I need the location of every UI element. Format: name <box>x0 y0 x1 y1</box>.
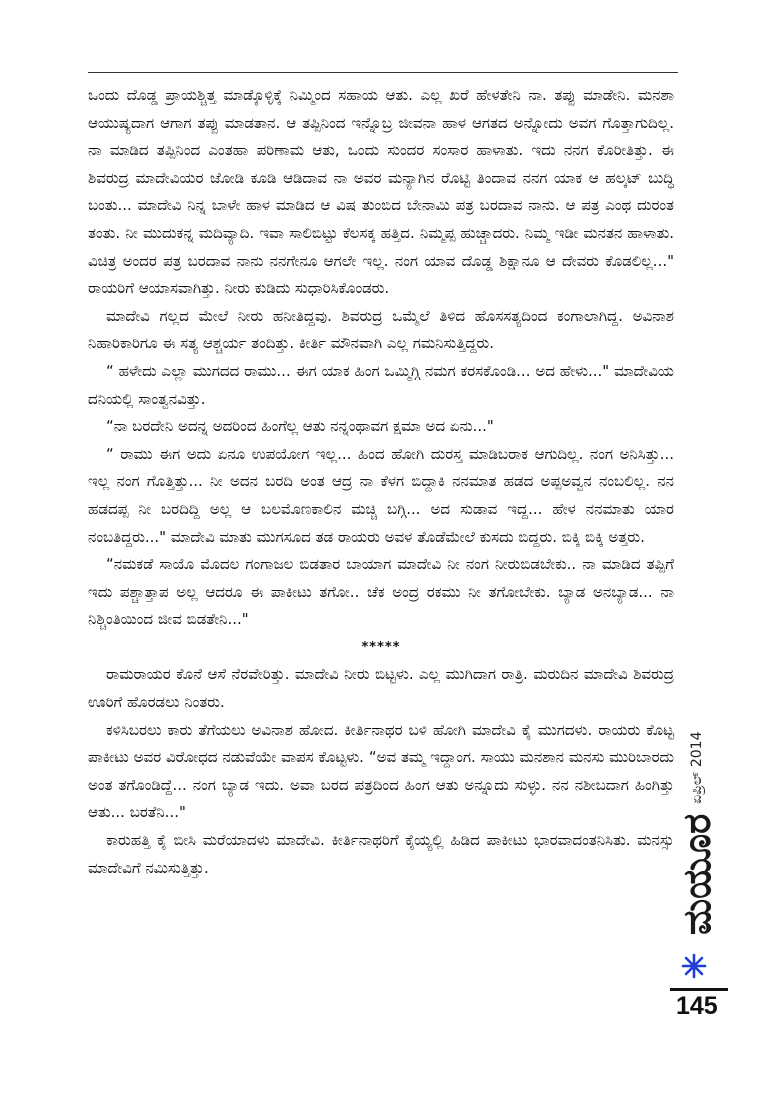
header-rule <box>88 72 678 73</box>
snowflake-icon <box>681 953 707 979</box>
magazine-side-label <box>675 635 719 935</box>
paragraph-4: “ನಾ ಬರದೇನಿ ಅದನ್ನ ಅದರಿಂದ ಹಿಂಗೆಲ್ಲ ಆತು ನನ್ನಂಥಾವಗ ಕ್ಷಮಾ ಅದ ಏನು..." <box>106 417 494 436</box>
paragraph-5: “ ರಾಮು ಈಗ ಅದು ಏನೂ ಉಪಯೋಗ ಇಲ್ಲ... ಹಿಂದ ಹೋಗಿ ದುರಸ್ತ ಮಾಡಿಬರಾಕ ಆಗುದಿಲ್ಲ. ನಂಗ ಅನಿಸಿತ್ತು... ಇಲ್ಲ ನಂಗ ಗೊತ್ತಿತ್ತು... ನೀ ಅದನ ಬರದಿ ಅಂತ ಆದ್ರ ನಾ ಕೆಳಗ ಬಿದ್ದಾಕಿ ನನಮಾತ ಹಡದ ಅಪ್ಪಅವ್ವನ ನಂಬಲಿಲ್ಲ. ನನ ಹಡದಪ್ಪ ನೀ ಬರದಿದ್ದಿ ಅಲ್ಲ ಆ ಬಲಮೊಣಕಾಲಿನ ಮಚ್ಚಿ ಬಗ್ಗಿ... ಅದ ಸುಡಾವ ಇದ್ದ... ಹೇಳ ನನಮಾತು ಯಾರ ನಂಬತಿದ್ದರು..." ಮಾದೇವಿ ಮಾತು ಮುಗಸೂದ ತಡ ರಾಯರು ಅವಳ ತೊಡೆಮೇಲೆ ಕುಸದು ಬಿದ್ದರು. ಬಿಕ್ಕಿ ಬಿಕ್ಕಿ ಅತ್ತರು. <box>88 444 674 546</box>
page-number: 145 <box>676 992 718 1020</box>
paragraph-9: ಕಾರುಹತ್ತಿ ಕೈ ಬೀಸಿ ಮರೆಯಾದಳು ಮಾದೇವಿ. ಕೀರ್ತಿನಾಥರಿಗೆ ಕೈಯ್ಯಲ್ಲಿ ಹಿಡಿದ ಪಾಕೀಟು ಭಾರವಾದಂತನಿಸಿತು. ಮನಸ್ಸು ಮಾದೇವಿಗೆ ನಮಿಸುತ್ತಿತ್ತು. <box>88 831 674 877</box>
paragraph-2: ಮಾದೇವಿ ಗಲ್ಲದ ಮೇಲೆ ನೀರು ಹನೀತಿದ್ದವು. ಶಿವರುದ್ರ ಒಮ್ಮೆಲೆ ತಿಳಿದ ಹೊಸಸತ್ಯದಿಂದ ಕಂಗಾಲಾಗಿದ್ದ. ಅವಿನಾಶ ನಿಹಾರಿಕಾರಿಗೂ ಈ ಸತ್ಯ ಆಶ್ಚರ್ಯ ತಂದಿತ್ತು. ಕೀರ್ತಿ ಮೌನವಾಗಿ ಎಲ್ಲ ಗಮನಿಸುತ್ತಿದ್ದರು. <box>88 306 674 353</box>
paragraph-3: “ ಹಳೇದು ಎಲ್ಲಾ ಮುಗದದ ರಾಮು... ಈಗ ಯಾಕ ಹಿಂಗ ಒಮ್ಮಿಗ್ಗಿ ನಮಗ ಕರಸಕೊಂಡಿ... ಅದ ಹೇಳು..." ಮಾದೇವಿಯ ದನಿಯಲ್ಲಿ ಸಾಂತ್ವನವಿತ್ತು. <box>88 361 674 408</box>
article-body <box>88 82 674 882</box>
footer-rule <box>670 988 728 991</box>
paragraph-6: “ನಮಕಡೆ ಸಾಯೊ ಮೊದಲ ಗಂಗಾಜಲ ಬಿಡತಾರ ಬಾಯಾಗ ಮಾದೇವಿ ನೀ ನಂಗ ನೀರುಬಿಡಬೇಕು.. ನಾ ಮಾಡಿದ ತಪ್ಪಿಗೆ ಇದು ಪಶ್ಚಾತ್ತಾಪ ಅಲ್ಲ ಆದರೂ ಈ ಪಾಕೀಟು ತಗೋ.. ಚೆಕ ಅಂದ್ರ ರಕಮು ನೀ ತಗೋಬೇಕು. ಬ್ಯಾಡ ಅನಬ್ಯಾಡ... ನಾ ನಿಶ್ಚಿಂತಿಯಿಂದ ಜೀವ ಬಿಡತೇನಿ..." <box>88 555 674 629</box>
paragraph-8: ಕಳಿಸಿಬರಲು ಕಾರು ತೆಗೆಯಲು ಅವಿನಾಶ ಹೋದ. ಕೀರ್ತಿನಾಥರ ಬಳಿ ಹೋಗಿ ಮಾದೇವಿ ಕೈ ಮುಗದಳು. ರಾಯರು ಕೊಟ್ಟ ಪಾಕೀಟು ಅವರ ವಿರೋಧದ ನಡುವೆಯೇ ವಾಪಸ ಕೊಟ್ಟಳು. “ಅವ ತಮ್ಮ ಇದ್ದಾಂಗ. ಸಾಯು ಮನಶಾನ ಮನಸು ಮುರಿಬಾರದು ಅಂತ ತಗೊಂಡಿದ್ದೆ... ನಂಗ ಬ್ಯಾಡ ಇದು. ಅವಾ ಬರದ ಪತ್ರದಿಂದ ಹಿಂಗ ಆತು ಅನ್ನೂದು ಸುಳ್ಳು. ನನ ನಶೀಬದಾಗ ಹಿಂಗಿತ್ತು ಆತು... ಬರತೆನಿ..." <box>88 720 674 822</box>
paragraph-7: ರಾಮರಾಯರ ಕೊನೆ ಆಸೆ ನೆರವೇರಿತ್ತು. ಮಾದೇವಿ ನೀರು ಬಿಟ್ಟಳು. ಎಲ್ಲ ಮುಗಿದಾಗ ರಾತ್ರಿ. ಮರುದಿನ ಮಾದೇವಿ ಶಿವರುದ್ರ ಊರಿಗೆ ಹೊರಡಲು ನಿಂತರು. <box>88 665 674 712</box>
magazine-name: ಮಯೂರ <box>674 813 719 935</box>
section-separator: ***** <box>361 639 401 655</box>
paragraph-1: ಒಂದು ದೊಡ್ಡ ಪ್ರಾಯಶ್ಚಿತ್ತ ಮಾಡ್ಕೊಳ್ಳಿಕ್ಕೆ ನಿಮ್ಮಿಂದ ಸಹಾಯ ಆತು. ಎಲ್ಲ ಖರೆ ಹೇಳತೇನಿ ನಾ. ತಪ್ಪು ಮಾಡೇನಿ. ಮನಶಾ ಆಯುಷ್ಯದಾಗ ಆಗಾಗ ತಪ್ಪು ಮಾಡತಾನ. ಆ ತಪ್ಪಿನಿಂದ ಇನ್ನೊಬ್ರ ಜೀವನಾ ಹಾಳ ಆಗತದ ಅನ್ನೋದು ಅವಗ ಗೊತ್ತಾಗುದಿಲ್ಲ. ನಾ ಮಾಡಿದ ತಪ್ಪಿನಿಂದ ಎಂತಹಾ ಪರಿಣಾಮ ಆತು, ಒಂದು ಸುಂದರ ಸಂಸಾರ ಹಾಳಾತು. ಇದು ನನಗ ಕೊರೀತಿತ್ತು. ಈ ಶಿವರುದ್ರ ಮಾದೇವಿಯರ ಜೋಡಿ ಕೂಡಿ ಆಡಿದಾವ ನಾ ಅವರ ಮನ್ಯಾಗಿನ ರೊಟ್ಟಿ ತಿಂದಾವ ನನಗ ಯಾಕ ಆ ಹಲ್ಕಟ್ ಬುದ್ಧಿ ಬಂತು... ಮಾದೇವಿ ನಿನ್ನ ಬಾಳೇ ಹಾಳ ಮಾಡಿದ ಆ ವಿಷ ತುಂಬಿದ ಬೇನಾಮಿ ಪತ್ರ ಬರದಾವ ನಾನು. ಆ ಪತ್ರ ಎಂಥ ದುರಂತ ತಂತು. ನೀ ಮುದುಕನ್ನ ಮದಿವ್ಯಾದಿ. ಇವಾ ಸಾಲಿಬಿಟ್ಟು ಕೆಲಸಕ್ಕ ಹತ್ತಿದ. ನಿಮ್ಮಪ್ಪ ಹುಚ್ಚಾದರು. ನಿಮ್ಮ ಇಡೀ ಮನತನ ಹಾಳಾತು. ವಿಚಿತ್ರ ಅಂದರ ಪತ್ರ ಬರದಾವ ನಾನು ನನಗೇನೂ ಆಗಲೇ ಇಲ್ಲ. ನಂಗ ಯಾವ ದೊಡ್ಡ ಶಿಕ್ಷಾನೂ ಆ ದೇವರು ಕೊಡಲಿಲ್ಲ..." ರಾಯರಿಗೆ ಆಯಾಸವಾಗಿತ್ತು. ನೀರು ಕುಡಿದು ಸುಧಾರಿಸಿಕೊಂಡರು. <box>88 86 674 298</box>
issue-date: ಏಪ್ರಿಲ್ 2014 <box>689 731 705 804</box>
